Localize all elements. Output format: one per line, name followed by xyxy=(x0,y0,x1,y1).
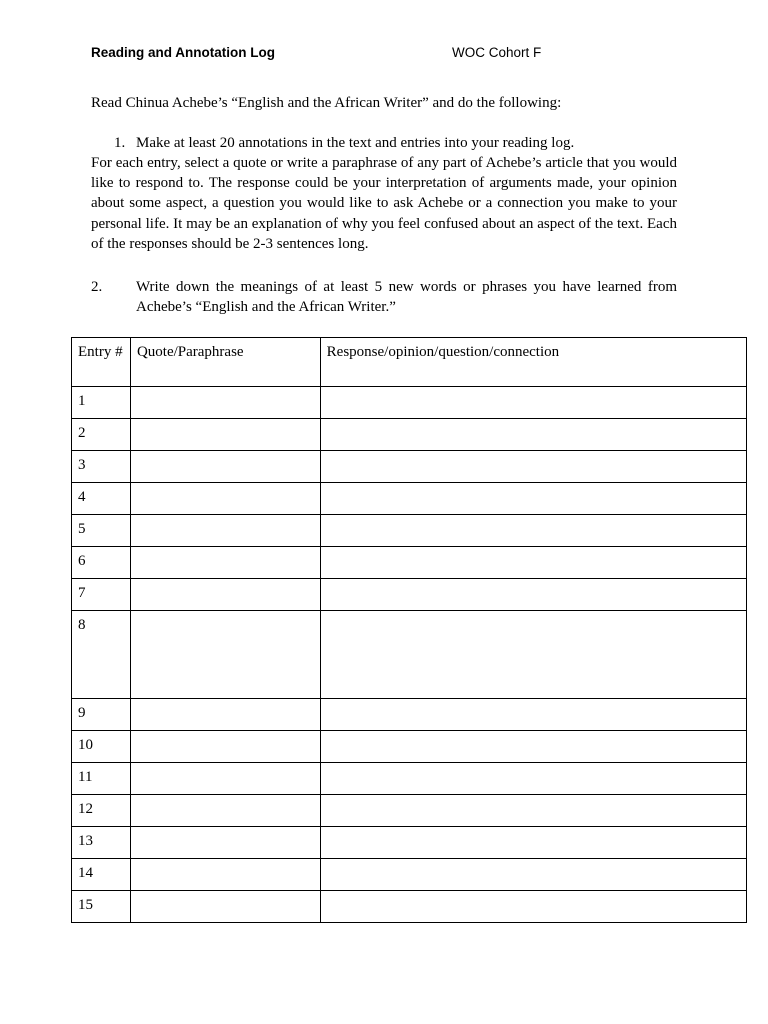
entry-number-cell: 4 xyxy=(72,483,131,515)
table-row xyxy=(72,483,747,515)
table-row xyxy=(72,731,747,763)
instruction-text: Make at least 20 annotations in the text and entries into your reading log. xyxy=(136,135,575,151)
response-cell[interactable] xyxy=(320,699,746,731)
quote-cell[interactable] xyxy=(130,763,320,795)
response-cell[interactable] xyxy=(320,827,746,859)
entry-number-cell: 11 xyxy=(72,763,131,795)
table-row xyxy=(72,699,747,731)
response-cell[interactable] xyxy=(320,483,746,515)
response-cell[interactable] xyxy=(320,611,746,699)
instruction-number: 1. xyxy=(114,135,126,151)
table-row xyxy=(72,387,747,419)
table-row xyxy=(72,515,747,547)
quote-cell[interactable] xyxy=(130,515,320,547)
entry-number-cell: 5 xyxy=(72,515,131,547)
entry-number-cell: 1 xyxy=(72,387,131,419)
quote-cell[interactable] xyxy=(130,451,320,483)
table-row xyxy=(72,827,747,859)
quote-cell[interactable] xyxy=(130,579,320,611)
response-cell[interactable] xyxy=(320,515,746,547)
response-cell[interactable] xyxy=(320,763,746,795)
response-cell[interactable] xyxy=(320,419,746,451)
entry-number-cell: 8 xyxy=(72,611,131,699)
instruction-text: Write down the meanings of at least 5 new words or phrases you have learned from Achebe’s “English and the African Writer.” xyxy=(136,279,677,316)
entry-number-cell: 10 xyxy=(72,731,131,763)
table-row xyxy=(72,795,747,827)
response-cell[interactable] xyxy=(320,451,746,483)
quote-cell[interactable] xyxy=(130,827,320,859)
intro-text: Read Chinua Achebe’s “English and the African Writer” and do the following: xyxy=(91,95,562,111)
response-cell[interactable] xyxy=(320,891,746,923)
entry-number-cell: 15 xyxy=(72,891,131,923)
response-cell[interactable] xyxy=(320,579,746,611)
table-row xyxy=(72,891,747,923)
entry-number-cell: 12 xyxy=(72,795,131,827)
cohort-label: WOC Cohort F xyxy=(452,45,542,60)
entry-number-cell: 2 xyxy=(72,419,131,451)
entry-number-cell: 13 xyxy=(72,827,131,859)
quote-cell[interactable] xyxy=(130,731,320,763)
quote-cell[interactable] xyxy=(130,859,320,891)
table-row xyxy=(72,547,747,579)
entry-number-cell: 3 xyxy=(72,451,131,483)
table-row xyxy=(72,419,747,451)
table-row xyxy=(72,859,747,891)
table-row xyxy=(72,579,747,611)
quote-cell[interactable] xyxy=(130,795,320,827)
quote-cell[interactable] xyxy=(130,611,320,699)
response-cell[interactable] xyxy=(320,547,746,579)
column-header-response: Response/opinion/question/connection xyxy=(320,338,746,387)
entry-number-cell: 7 xyxy=(72,579,131,611)
response-cell[interactable] xyxy=(320,387,746,419)
column-header-quote: Quote/Paraphrase xyxy=(130,338,320,387)
quote-cell[interactable] xyxy=(130,387,320,419)
table-row xyxy=(72,451,747,483)
response-cell[interactable] xyxy=(320,859,746,891)
response-cell[interactable] xyxy=(320,731,746,763)
entry-number-cell: 14 xyxy=(72,859,131,891)
document-title: Reading and Annotation Log xyxy=(91,45,275,60)
quote-cell[interactable] xyxy=(130,699,320,731)
entry-number-cell: 6 xyxy=(72,547,131,579)
instruction-item-2 xyxy=(91,277,677,317)
instruction-number: 2. xyxy=(91,279,103,295)
table-row xyxy=(72,611,747,699)
entry-instructions-paragraph: For each entry, select a quote or write a paraphrase of any part of Achebe’s article that you would like to respond to. The response could be your interpretation of arguments made, your opinion about some aspect, a question you would like to ask Achebe or a connection you make to your personal life. It may be an explanation of why you feel confused about an aspect of the text. Each of the responses should be 2-3 sentences long. xyxy=(91,155,677,252)
quote-cell[interactable] xyxy=(130,547,320,579)
table-row xyxy=(72,763,747,795)
quote-cell[interactable] xyxy=(130,483,320,515)
instruction-item-1 xyxy=(91,133,677,153)
response-cell[interactable] xyxy=(320,795,746,827)
reading-log-table xyxy=(71,337,747,923)
column-header-entry: Entry # xyxy=(72,338,131,387)
table-header-row xyxy=(72,338,747,387)
page-header xyxy=(91,45,691,65)
entry-number-cell: 9 xyxy=(72,699,131,731)
quote-cell[interactable] xyxy=(130,891,320,923)
quote-cell[interactable] xyxy=(130,419,320,451)
